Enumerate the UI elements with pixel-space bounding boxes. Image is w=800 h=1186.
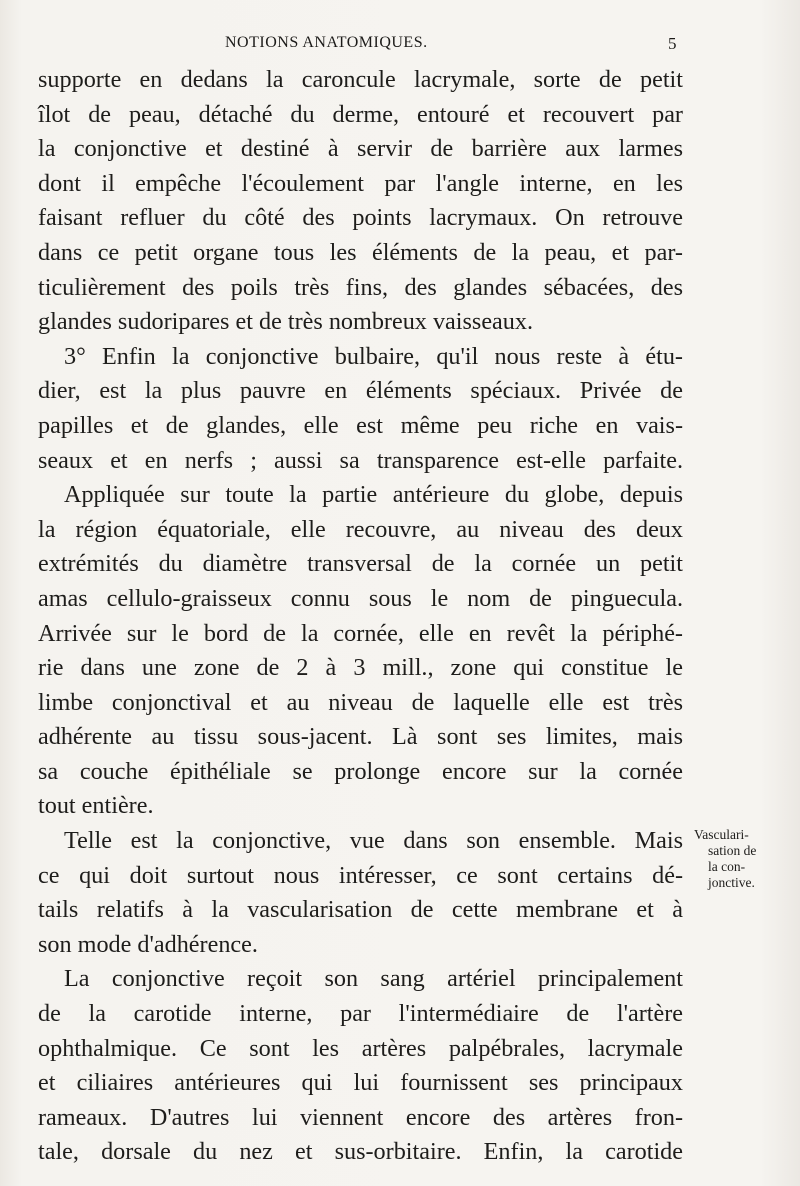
text-line: seaux et en nerfs ; aussi sa transparence est-elle parfaite. [38, 446, 683, 474]
text-line: La conjonctive reçoit son sang artériel principalement [64, 965, 683, 993]
text-line: glandes sudoripares et de très nombreux vaisseaux. [38, 308, 534, 336]
text-line: Telle est la conjonctive, vue dans son ensemble. Mais [64, 827, 683, 855]
text-line: Appliquée sur toute la partie antérieure du globe, depuis [64, 481, 683, 509]
text-line: îlot de peau, détaché du derme, entouré et recouvert par [38, 100, 683, 128]
text-line: rameaux. D'autres lui viennent encore des artères fron- [38, 1103, 683, 1131]
text-line: et ciliaires antérieures qui lui fournissent ses principaux [38, 1069, 683, 1097]
text-line: papilles et de glandes, elle est même peu riche en vais- [38, 411, 683, 439]
running-title: NOTIONS ANATOMIQUES. [225, 34, 428, 51]
text-line: ticulièrement des poils très fins, des glandes sébacées, des [38, 273, 683, 301]
marginal-note [694, 827, 776, 891]
body-text [38, 63, 683, 1170]
page-number: 5 [668, 34, 677, 53]
text-line: la région équatoriale, elle recouvre, au niveau des deux [38, 515, 683, 543]
text-line: ophthalmique. Ce sont les artères palpébrales, lacrymale [38, 1034, 683, 1062]
text-line: tout entière. [38, 792, 154, 820]
text-line: dier, est la plus pauvre en éléments spéciaux. Privée de [38, 377, 683, 405]
marginal-note-line: sation de [708, 843, 757, 858]
page-header [0, 34, 800, 58]
text-line: amas cellulo-graisseux connu sous le nom de pinguecula. [38, 584, 683, 612]
text-line: faisant refluer du côté des points lacrymaux. On retrouve [38, 204, 683, 232]
text-line: extrémités du diamètre transversal de la cornée un petit [38, 550, 683, 578]
marginal-note-line: Vasculari- [694, 827, 749, 842]
text-line: son mode d'adhérence. [38, 930, 258, 958]
text-line: supporte en dedans la caroncule lacrymale, sorte de petit [38, 66, 683, 93]
marginal-note-line: la con- [708, 859, 746, 874]
text-line: sa couche épithéliale se prolonge encore sur la cornée [38, 757, 683, 785]
text-line: tails relatifs à la vascularisation de cette membrane et à [38, 896, 683, 924]
text-line: tale, dorsale du nez et sus-orbitaire. Enfin, la carotide [38, 1138, 683, 1166]
text-line: dans ce petit organe tous les éléments de la peau, et par- [38, 238, 683, 266]
text-line: limbe conjonctival et au niveau de laquelle elle est très [38, 688, 683, 716]
text-line: rie dans une zone de 2 à 3 mill., zone qui constitue le [38, 654, 683, 682]
text-line: la conjonctive et destiné à servir de barrière aux larmes [38, 135, 683, 163]
text-line: adhérente au tissu sous-jacent. Là sont ses limites, mais [38, 723, 683, 751]
text-line: de la carotide interne, par l'intermédiaire de l'artère [38, 1000, 683, 1028]
text-line: ce qui doit surtout nous intéresser, ce sont certains dé- [38, 861, 683, 889]
text-line: 3° Enfin la conjonctive bulbaire, qu'il nous reste à étu- [64, 342, 683, 370]
text-line: dont il empêche l'écoulement par l'angle interne, en les [38, 169, 683, 197]
text-line: Arrivée sur le bord de la cornée, elle en revêt la périphé- [38, 619, 683, 647]
marginal-note-line: jonctive. [708, 875, 755, 890]
